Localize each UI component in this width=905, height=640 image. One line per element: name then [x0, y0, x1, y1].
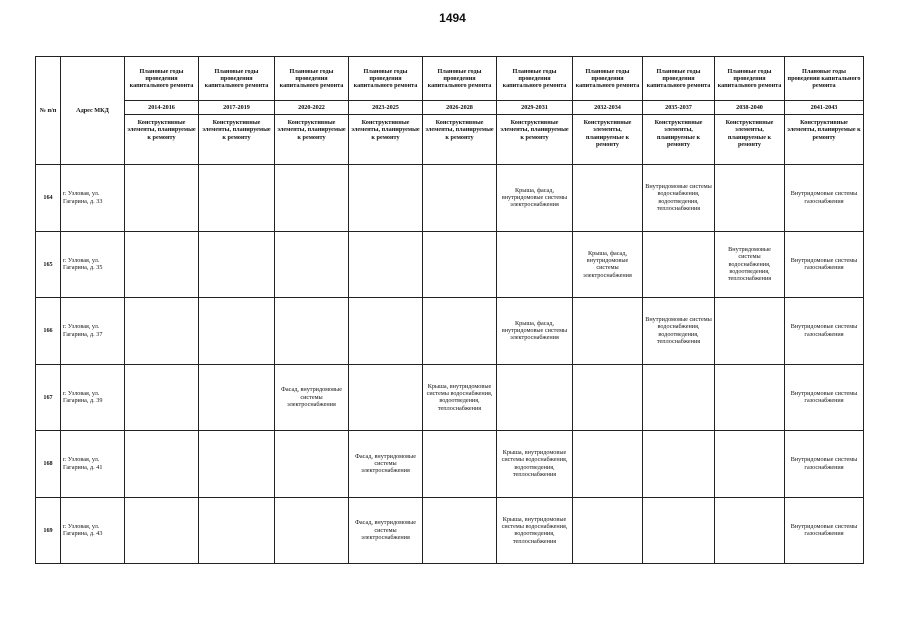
- row-work-cell: [275, 497, 349, 564]
- table-row: [36, 431, 864, 498]
- row-work-cell: [643, 497, 715, 564]
- header-period-years: 2029-2031: [497, 101, 573, 115]
- header-period-years: 2014-2016: [125, 101, 199, 115]
- row-address: г. Узловая, ул. Гагарина, д. 43: [61, 497, 125, 564]
- row-work-cell: [715, 165, 785, 232]
- header-period-title: Плановые годы проведения капитального ремонта: [573, 57, 643, 101]
- table-row: [36, 364, 864, 431]
- row-work-cell: [715, 364, 785, 431]
- row-work-cell: [199, 231, 275, 298]
- row-number: 169: [36, 497, 61, 564]
- header-period-title: Плановые годы проведения капитального ремонта: [423, 57, 497, 101]
- row-work-cell: [643, 364, 715, 431]
- row-work-cell: [275, 231, 349, 298]
- row-work-cell: [423, 298, 497, 365]
- header-address: Адрес МКД: [61, 57, 125, 165]
- row-address: г. Узловая, ул. Гагарина, д. 37: [61, 298, 125, 365]
- row-work-cell: [715, 497, 785, 564]
- header-period-subtitle: Конструктивные элементы, планируемые к ремонту: [497, 115, 573, 165]
- row-work-cell: Крыша, внутридомовые системы водоснабжения, водоотведения, теплоснабжения: [423, 364, 497, 431]
- row-number: 166: [36, 298, 61, 365]
- header-period-title: Плановые годы проведения капитального ремонта: [275, 57, 349, 101]
- row-work-cell: Фасад, внутридомовые системы электроснабжения: [275, 364, 349, 431]
- row-work-cell: [125, 497, 199, 564]
- header-period-subtitle: Конструктивные элементы, планируемые к ремонту: [199, 115, 275, 165]
- row-work-cell: [199, 364, 275, 431]
- row-work-cell: [573, 431, 643, 498]
- row-work-cell: [125, 364, 199, 431]
- row-work-cell: Внутридомовые системы водоснабжения, водоотведения, теплоснабжения: [643, 165, 715, 232]
- header-period-years: 2023-2025: [349, 101, 423, 115]
- row-work-cell: Крыша, внутридомовые системы водоснабжения, водоотведения, теплоснабжения: [497, 497, 573, 564]
- header-period-subtitle: Конструктивные элементы, планируемые к ремонту: [715, 115, 785, 165]
- header-row-titles: [36, 57, 864, 101]
- row-work-cell: [573, 497, 643, 564]
- header-period-years: 2041-2043: [785, 101, 864, 115]
- row-work-cell: [423, 431, 497, 498]
- row-work-cell: [125, 231, 199, 298]
- row-work-cell: Внутридомовые системы газоснабжения: [785, 165, 864, 232]
- header-period-title: Плановые годы проведения капитального ремонта: [643, 57, 715, 101]
- row-work-cell: Внутридомовые системы водоснабжения, водоотведения, теплоснабжения: [715, 231, 785, 298]
- row-work-cell: [125, 298, 199, 365]
- row-number: 164: [36, 165, 61, 232]
- row-work-cell: Внутридомовые системы газоснабжения: [785, 231, 864, 298]
- row-address: г. Узловая, ул. Гагарина, д. 33: [61, 165, 125, 232]
- row-work-cell: Фасад, внутридомовые системы электроснабжения: [349, 497, 423, 564]
- row-work-cell: Крыша, фасад, внутридомовые системы электроснабжения: [573, 231, 643, 298]
- row-work-cell: Крыша, фасад, внутридомовые системы электроснабжения: [497, 298, 573, 365]
- row-work-cell: [199, 298, 275, 365]
- row-work-cell: [423, 165, 497, 232]
- header-row-subtitles: [36, 115, 864, 165]
- row-work-cell: Внутридомовые системы газоснабжения: [785, 497, 864, 564]
- row-address: г. Узловая, ул. Гагарина, д. 41: [61, 431, 125, 498]
- row-work-cell: [573, 165, 643, 232]
- row-work-cell: [573, 298, 643, 365]
- header-num: № п/п: [36, 57, 61, 165]
- header-period-title: Плановые годы проведения капитального ремонта: [785, 57, 864, 101]
- row-number: 167: [36, 364, 61, 431]
- row-work-cell: [125, 431, 199, 498]
- header-period-subtitle: Конструктивные элементы, планируемые к ремонту: [573, 115, 643, 165]
- header-period-title: Плановые годы проведения капитального ремонта: [349, 57, 423, 101]
- row-work-cell: Внутридомовые системы газоснабжения: [785, 298, 864, 365]
- row-work-cell: [349, 298, 423, 365]
- row-work-cell: [349, 364, 423, 431]
- header-period-years: 2026-2028: [423, 101, 497, 115]
- header-period-title: Плановые годы проведения капитального ремонта: [497, 57, 573, 101]
- row-work-cell: [275, 431, 349, 498]
- row-work-cell: Внутридомовые системы водоснабжения, водоотведения, теплоснабжения: [643, 298, 715, 365]
- table-row: [36, 298, 864, 365]
- header-period-years: 2032-2034: [573, 101, 643, 115]
- row-work-cell: [125, 165, 199, 232]
- row-work-cell: [423, 497, 497, 564]
- header-period-years: 2038-2040: [715, 101, 785, 115]
- row-work-cell: [275, 298, 349, 365]
- row-address: г. Узловая, ул. Гагарина, д. 39: [61, 364, 125, 431]
- row-work-cell: [275, 165, 349, 232]
- row-work-cell: [497, 231, 573, 298]
- row-work-cell: [497, 364, 573, 431]
- row-work-cell: [199, 165, 275, 232]
- header-row-years: [36, 101, 864, 115]
- header-period-subtitle: Конструктивные элементы, планируемые к ремонту: [275, 115, 349, 165]
- header-period-subtitle: Конструктивные элементы, планируемые к ремонту: [349, 115, 423, 165]
- header-period-title: Плановые годы проведения капитального ремонта: [199, 57, 275, 101]
- row-number: 168: [36, 431, 61, 498]
- row-work-cell: [643, 431, 715, 498]
- row-work-cell: [643, 231, 715, 298]
- row-work-cell: Внутридомовые системы газоснабжения: [785, 431, 864, 498]
- row-work-cell: Крыша, фасад, внутридомовые системы электроснабжения: [497, 165, 573, 232]
- row-work-cell: [199, 497, 275, 564]
- row-work-cell: [349, 165, 423, 232]
- table-header: [36, 57, 864, 165]
- header-period-subtitle: Конструктивные элементы, планируемые к ремонту: [643, 115, 715, 165]
- row-address: г. Узловая, ул. Гагарина, д. 35: [61, 231, 125, 298]
- header-period-subtitle: Конструктивные элементы, планируемые к ремонту: [125, 115, 199, 165]
- row-number: 165: [36, 231, 61, 298]
- row-work-cell: Фасад, внутридомовые системы электроснабжения: [349, 431, 423, 498]
- header-period-years: 2017-2019: [199, 101, 275, 115]
- row-work-cell: [715, 431, 785, 498]
- page-number: 1494: [439, 11, 466, 25]
- header-period-subtitle: Конструктивные элементы, планируемые к ремонту: [423, 115, 497, 165]
- table-row: [36, 231, 864, 298]
- table-row: [36, 497, 864, 564]
- row-work-cell: [573, 364, 643, 431]
- row-work-cell: [349, 231, 423, 298]
- table-row: [36, 165, 864, 232]
- row-work-cell: Крыша, внутридомовые системы водоснабжения, водоотведения, теплоснабжения: [497, 431, 573, 498]
- header-period-title: Плановые годы проведения капитального ремонта: [125, 57, 199, 101]
- row-work-cell: [199, 431, 275, 498]
- row-work-cell: Внутридомовые системы газоснабжения: [785, 364, 864, 431]
- header-period-years: 2035-2037: [643, 101, 715, 115]
- header-period-title: Плановые годы проведения капитального ремонта: [715, 57, 785, 101]
- row-work-cell: [715, 298, 785, 365]
- row-work-cell: [423, 231, 497, 298]
- repair-schedule-table: [35, 56, 864, 564]
- header-period-subtitle: Конструктивные элементы, планируемые к ремонту: [785, 115, 864, 165]
- header-period-years: 2020-2022: [275, 101, 349, 115]
- table-body: [36, 165, 864, 564]
